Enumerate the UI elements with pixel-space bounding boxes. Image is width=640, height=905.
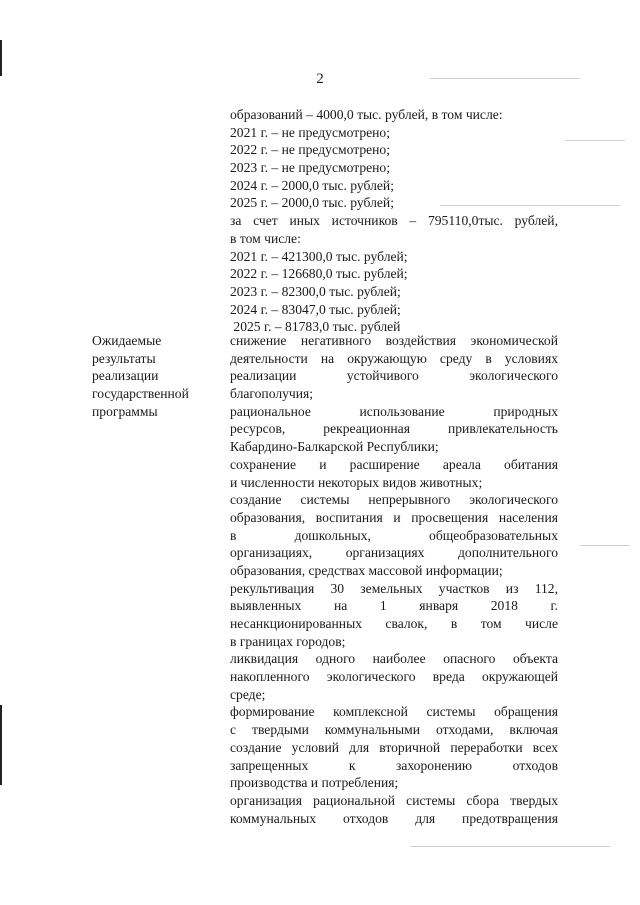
funding-line: образований – 4000,0 тыс. рублей, в том числе: <box>230 107 503 122</box>
result-line: в границах городов; <box>230 633 346 649</box>
funding-line: за счет иных источников – 795110,0тыс. рублей, <box>230 213 558 229</box>
funding-line: 2024 г. – 83047,0 тыс. рублей; <box>230 301 401 317</box>
label-line: Ожидаемые <box>92 333 162 348</box>
label-line: результаты <box>92 350 156 366</box>
result-line: рациональное использование природных <box>230 403 558 419</box>
funding-line: 2021 г. – не предусмотрено; <box>230 124 391 140</box>
result-line: формирование комплексной системы обращения <box>230 704 558 720</box>
funding-block <box>230 106 558 336</box>
result-line: выявленных на 1 января 2018 г. <box>230 598 558 614</box>
label-line: реализации <box>92 368 159 384</box>
scan-noise <box>565 140 625 141</box>
result-line: производства и потребления; <box>230 775 399 791</box>
funding-line: 2023 г. – 82300,0 тыс. рублей; <box>230 283 401 299</box>
funding-line: 2023 г. – не предусмотрено; <box>230 160 391 176</box>
result-line: накопленного экологического вреда окружающей <box>230 669 558 685</box>
page-number: 2 <box>316 71 324 87</box>
result-line: создание системы непрерывного экологического <box>230 492 558 508</box>
result-line: коммунальных отходов для предотвращения <box>230 810 558 826</box>
result-line: с твердыми коммунальными отходами, включая <box>230 722 558 738</box>
result-line: рекультивация 30 земельных участков из 112, <box>230 580 558 596</box>
result-line: снижение негативного воздействия экономической <box>230 333 558 348</box>
scan-edge-mark-bottom <box>0 705 2 785</box>
funding-line: 2024 г. – 2000,0 тыс. рублей; <box>230 177 394 193</box>
label-line: государственной <box>92 386 189 402</box>
result-line: создание условий для вторичной переработки всех <box>230 739 558 755</box>
result-line: образования, воспитания и просвещения населения <box>230 509 558 525</box>
funding-line: 2022 г. – 126680,0 тыс. рублей; <box>230 266 408 282</box>
result-line: деятельности на окружающую среду в условиях <box>230 350 558 366</box>
result-line: организация рациональной системы сбора твердых <box>230 792 558 808</box>
result-line: сохранение и расширение ареала обитания <box>230 456 558 472</box>
result-line: ресурсов, рекреационная привлекательность <box>230 421 558 437</box>
funding-line: 2021 г. – 421300,0 тыс. рублей; <box>230 248 408 264</box>
funding-line: 2022 г. – не предусмотрено; <box>230 142 391 158</box>
label-line: программы <box>92 403 158 419</box>
expected-results-label <box>92 332 224 421</box>
scan-noise <box>580 545 630 546</box>
result-line: среде; <box>230 686 266 702</box>
result-line: несанкционированных свалок, в том числе <box>230 616 558 631</box>
result-line: в дошкольных, общеобразовательных <box>230 527 558 543</box>
funding-line: 2025 г. – 81783,0 тыс. рублей <box>230 319 401 335</box>
expected-results-text <box>230 332 558 827</box>
funding-line: 2025 г. – 2000,0 тыс. рублей; <box>230 195 394 211</box>
funding-line: в том числе: <box>230 230 301 246</box>
result-line: и численности некоторых видов животных; <box>230 474 483 490</box>
result-line: организациях, организациях дополнительного <box>230 545 558 561</box>
result-line: Кабардино-Балкарской Республики; <box>230 439 439 455</box>
result-line: благополучия; <box>230 386 314 402</box>
result-line: запрещенных к захоронению отходов <box>230 757 558 773</box>
result-line: образования, средствах массовой информации; <box>230 562 503 578</box>
result-line: ликвидация одного наиболее опасного объекта <box>230 651 558 667</box>
result-line: реализации устойчивого экологического <box>230 368 558 384</box>
scan-noise <box>410 846 610 847</box>
